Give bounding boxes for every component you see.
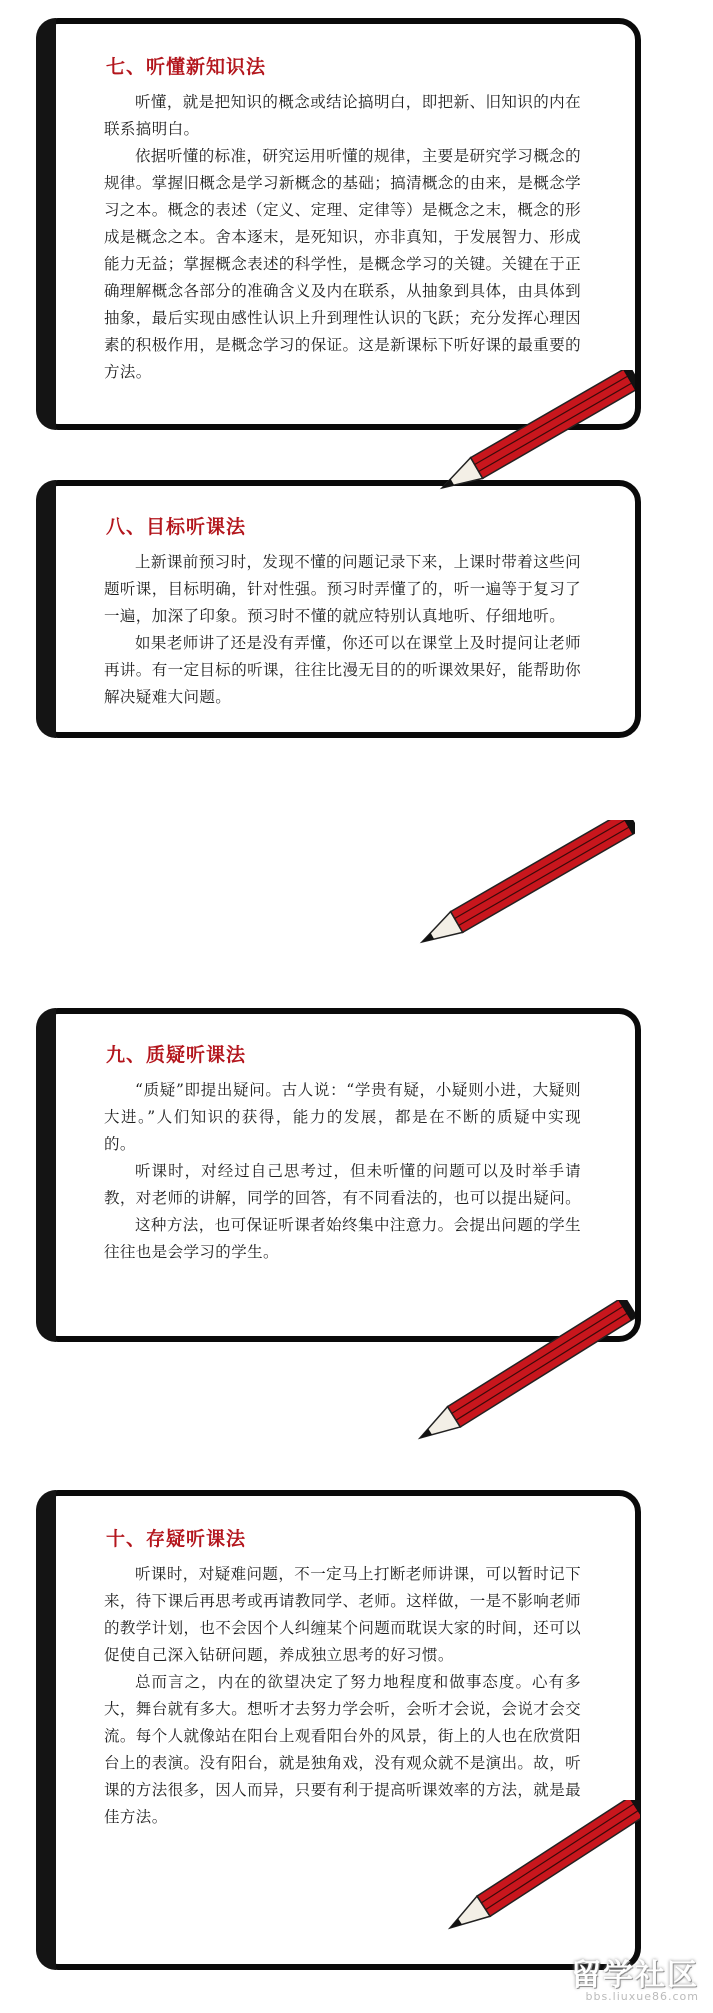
- section-card-2: [36, 480, 641, 738]
- watermark-text: 留学社区: [571, 1958, 699, 1993]
- pencil-icon: [410, 1300, 635, 1450]
- section-title: 七、听懂新知识法: [106, 56, 267, 78]
- section-paragraph: 总而言之，内在的欲望决定了努力地程度和做事态度。心有多大，舞台就有多大。想听才去努力学会听，会听才会说，会说才会交流。每个人就像站在阳台上观看阳台外的风景，街上的人也在欣赏阳台上的表演。没有阳台，就是独角戏，没有观众就不是演出。故，听课的方法很多，因人而异，只要有利于提高听课效率的方法，就是最佳方法。: [104, 1673, 582, 1826]
- pencil-icon: [440, 1800, 640, 1940]
- section-paragraph: 听课时，对疑难问题，不一定马上打断老师讲课，可以暂时记下来，待下课后再思考或再请教同学、老师。这样做，一是不影响老师的教学计划，也不会因个人纠缠某个问题而耽误大家的时间，还可以促使自己深入钻研问题，养成独立思考的好习惯。: [104, 1565, 582, 1664]
- section-title: 八、目标听课法: [106, 516, 247, 538]
- section-paragraph: 这种方法，也可保证听课者始终集中注意力。会提出问题的学生往往也是会学习的学生。: [104, 1216, 581, 1261]
- pencil-icon: [430, 370, 635, 500]
- section-paragraph: 上新课前预习时，发现不懂的问题记录下来，上课时带着这些问题听课，目标明确，针对性强。预习时弄懂了的，听一遍等于复习了一遍，加深了印象。预习时不懂的就应特别认真地听、仔细地听。: [104, 553, 582, 625]
- section-card-1: [36, 18, 641, 430]
- watermark-url: bbs.liuxue86.com: [585, 1990, 699, 2003]
- section-paragraph: 依据听懂的标准，研究运用听懂的规律，主要是研究学习概念的规律。掌握旧概念是学习新概念的基础；搞清概念的由来，是概念学习之本。概念的表述（定义、定理、定律等）是概念之末，概念的形成是概念之本。舍本逐末，是死知识，亦非真知，于发展智力、形成能力无益；掌握概念表述的科学性，是概念学习的关键。关键在于正确理解概念各部分的准确含义及内在联系，从抽象到具体，由具体到抽象，最后实现由感性认识上升到理性认识的飞跃；充分发挥心理因素的积极作用，是概念学习的保证。这是新课标下听好课的最重要的方法。: [104, 147, 582, 381]
- pencil-icon: [410, 820, 635, 955]
- section-title: 九、质疑听课法: [106, 1044, 247, 1066]
- section-paragraph: 听懂，就是把知识的概念或结论搞明白，即把新、旧知识的内在联系搞明白。: [104, 93, 581, 138]
- section-paragraph: 听课时，对经过自己思考过，但未听懂的问题可以及时举手请教，对老师的讲解，同学的回答，有不同看法的，也可以提出疑问。: [104, 1162, 582, 1207]
- section-title: 十、存疑听课法: [106, 1528, 247, 1550]
- section-paragraph: 如果老师讲了还是没有弄懂，你还可以在课堂上及时提问让老师再讲。有一定目标的听课，往往比漫无目的的听课效果好，能帮助你解决疑难大问题。: [104, 634, 582, 706]
- section-card-3: [36, 1008, 641, 1342]
- section-paragraph: “质疑”即提出疑问。古人说：“学贵有疑，小疑则小进，大疑则大进。”人们知识的获得，能力的发展，都是在不断的质疑中实现的。: [104, 1081, 581, 1153]
- watermark-logo: [571, 1950, 699, 2003]
